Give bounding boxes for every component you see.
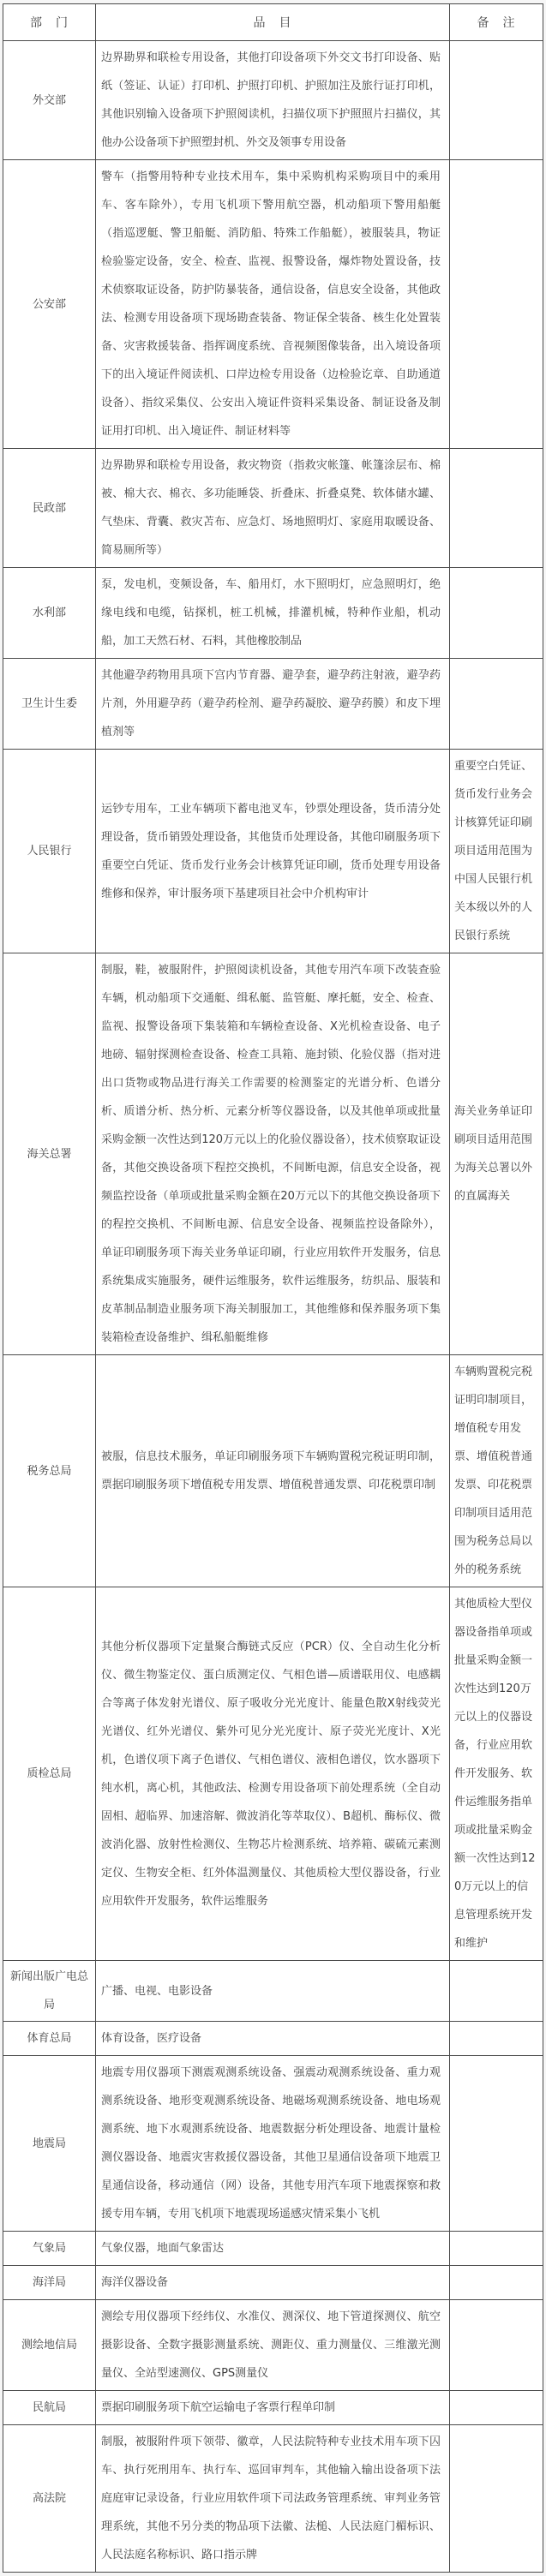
- cell-items: 制服，被服附件项下领带、徽章，人民法院特种专业技术用车项下囚车、执行死刑用车、执行车、巡回审判车，其他输入输出设备项下法庭庭审记录设备，行业应用软件项下司法政务管理系统、审判业务管理系统，其他不另分类的物品项下法徽、法槌、人民法庭门楣标识、人民法庭名称标识、路口指示牌: [96, 2425, 450, 2573]
- table-row: [3, 2266, 543, 2300]
- table-row: [3, 2056, 543, 2232]
- cell-department: 人民银行: [3, 750, 96, 953]
- cell-department: 气象局: [3, 2232, 96, 2266]
- procurement-table: [3, 3, 543, 2573]
- table-row: [3, 160, 543, 449]
- cell-items: 其他避孕药物用具项下宫内节育器、避孕套，避孕药注射液，避孕药片剂，外用避孕药（避孕药栓剂、避孕药凝胶、避孕药膜）和皮下埋植剂等: [96, 659, 450, 750]
- cell-items: 测绘专用仪器项下经纬仪、水准仪、测深仪、地下管道探测仪、航空摄影设备、全数字摄影测量系统、测距仪、重力测量仪、三维激光测量仪、全站型速测仪、GPS测量仪: [96, 2300, 450, 2391]
- table-row: [3, 2425, 543, 2573]
- cell-department: 质检总局: [3, 1587, 96, 1961]
- cell-department: 民航局: [3, 2391, 96, 2425]
- table-row: [3, 2232, 543, 2266]
- cell-department: 海关总署: [3, 953, 96, 1355]
- table-row: [3, 953, 543, 1355]
- cell-items: 边界勘界和联检专用设备，救灾物资（指救灾帐篷、帐篷涂层布、棉被、棉大衣、棉衣、多功能睡袋、折叠床、折叠桌凳、软体储水罐、气垫床、背囊、救灾苫布、应急灯、场地照明灯、家庭用取暖设备、简易厕所等）: [96, 449, 450, 568]
- cell-note: [450, 2300, 543, 2391]
- cell-items: 其他分析仪器项下定量聚合酶链式反应（PCR）仪、全自动生化分析仪、微生物鉴定仪、蛋白质测定仪、气相色谱—质谱联用仪、电感耦合等离子体发射光谱仪、原子吸收分光光度计、能量色散X射线荧光光谱仪、红外光谱仪、紫外可见分光光度计、原子荧光光度计、X光机，色谱仪项下离子色谱仪、气相色谱仪、液相色谱仪，饮水器项下纯水机，离心机，其他政法、检测专用设备项下前处理系统（全自动固相、超临界、加速溶解、微波消化等萃取仪）、B超机、酶标仪、微波消化器、放射性检测仪、生物芯片检测系统、培养箱、碳硫元素测定仪、生物安全柜、红外体温测量仪、其他质检大型仪器设备，行业应用软件开发服务，软件运维服务: [96, 1587, 450, 1961]
- cell-department: 水利部: [3, 568, 96, 659]
- cell-department: 测绘地信局: [3, 2300, 96, 2391]
- cell-note: [450, 2391, 543, 2425]
- cell-note: 车辆购置税完税证明印制项目，增值税专用发票、增值税普通发票、印花税票印制项目适用范围为税务总局以外的税务系统: [450, 1355, 543, 1587]
- table-row: [3, 449, 543, 568]
- cell-note: 重要空白凭证、货币发行业务会计核算凭证印刷项目适用范围为中国人民银行机关本级以外的人民银行系统: [450, 750, 543, 953]
- cell-department: 卫生计生委: [3, 659, 96, 750]
- cell-items: 泵，发电机，变频设备，车、船用灯，水下照明灯，应急照明灯，绝缘电线和电缆，钻探机，桩工机械，排灌机械，特种作业船，机动船，加工天然石材、石料，其他橡胶制品: [96, 568, 450, 659]
- cell-department: 高法院: [3, 2425, 96, 2573]
- cell-items: 广播、电视、电影设备: [96, 1961, 450, 2022]
- cell-items: 体育设备，医疗设备: [96, 2022, 450, 2056]
- cell-note: [450, 659, 543, 750]
- cell-note: 其他质检大型仪器设备指单项或批量采购金额一次性达到120万元以上的仪器设备，行业应用软件开发服务、软件运维服务指单项或批量采购金额一次性达到120万元以上的信息管理系统开发和维护: [450, 1587, 543, 1961]
- header-items: 品 目: [96, 4, 450, 41]
- table-row: [3, 750, 543, 953]
- cell-items: 边界勘界和联检专用设备，其他打印设备项下外交文书打印设备、贴纸（签证、认证）打印机、护照打印机、护照加注及旅行证打印机，其他识别输入设备项下护照阅读机，扫描仪项下护照照片扫描仪，其他办公设备项下护照塑封机、外交及领事专用设备: [96, 41, 450, 160]
- cell-items: 被服，信息技术服务，单证印刷服务项下车辆购置税完税证明印制，票据印刷服务项下增值税专用发票、增值税普通发票、印花税票印制: [96, 1355, 450, 1587]
- cell-department: 外交部: [3, 41, 96, 160]
- cell-department: 公安部: [3, 160, 96, 449]
- cell-department: 海洋局: [3, 2266, 96, 2300]
- cell-note: [450, 2056, 543, 2232]
- cell-note: [450, 2022, 543, 2056]
- header-department: 部 门: [3, 4, 96, 41]
- cell-items: 运钞专用车，工业车辆项下蓄电池叉车，钞票处理设备，货币清分处理设备，货币销毁处理设备，其他货币处理设备，其他印刷服务项下重要空白凭证、货币发行业务会计核算凭证印刷，货币处理专用设备维修和保养，审计服务项下基建项目社会中介机构审计: [96, 750, 450, 953]
- cell-items: 气象仪器，地面气象雷达: [96, 2232, 450, 2266]
- header-row: [3, 4, 543, 41]
- cell-note: 海关业务单证印刷项目适用范围为海关总署以外的直属海关: [450, 953, 543, 1355]
- table-row: [3, 2022, 543, 2056]
- cell-items: 地震专用仪器项下测震观测系统设备、强震动观测系统设备、重力观测系统设备、地形变观测系统设备、地磁场观测系统设备、地电场观测系统、地下水观测系统设备、地震数据分析处理设备、地震计量检测仪器设备、地震灾害救援仪器设备，其他卫星通信设备项下地震卫星通信设备，移动通信（网）设备，其他专用汽车项下地震探察和救援专用车辆，专用飞机项下地震现场遥感灾情采集小飞机: [96, 2056, 450, 2232]
- cell-department: 民政部: [3, 449, 96, 568]
- table-row: [3, 1961, 543, 2022]
- table-row: [3, 1355, 543, 1587]
- header-note: 备 注: [450, 4, 543, 41]
- cell-note: [450, 2425, 543, 2573]
- cell-items: 票据印刷服务项下航空运输电子客票行程单印制: [96, 2391, 450, 2425]
- cell-department: 新闻出版广电总局: [3, 1961, 96, 2022]
- table-row: [3, 659, 543, 750]
- cell-note: [450, 1961, 543, 2022]
- table-row: [3, 1587, 543, 1961]
- cell-note: [450, 568, 543, 659]
- cell-department: 地震局: [3, 2056, 96, 2232]
- table-body: [3, 41, 543, 2573]
- cell-items: 警车（指警用特种专业技术用车，集中采购机构采购项目中的乘用车、客车除外），专用飞机项下警用航空器，机动船项下警用船艇（指巡逻艇、警卫船艇、消防船、特殊工作船艇），被服装具，物证检验鉴定设备，安全、检查、监视、报警设备，爆炸物处置设备，技术侦察取证设备，防护防暴装备，通信设备，信息安全设备，其他政法、检测专用设备项下现场勘查装备、物证保全装备、核生化处置装备、灾害救援装备、指挥调度系统、音视频图像装备，出入境设备项下的出入境证件阅读机、口岸边检专用设备（边检验讫章、自助通道设备）、指纹采集仪、公安出入境证件资料采集设备、制证设备及制证用打印机、出入境证件、制证材料等: [96, 160, 450, 449]
- cell-note: [450, 2266, 543, 2300]
- table-row: [3, 2300, 543, 2391]
- cell-note: [450, 2232, 543, 2266]
- cell-department: 体育总局: [3, 2022, 96, 2056]
- cell-items: 制服，鞋，被服附件，护照阅读机设备，其他专用汽车项下改装查验车辆，机动船项下交通艇、缉私艇、监管艇、摩托艇，安全、检查、监视、报警设备项下集装箱和车辆检查设备、X光机检查设备、电子地磅、辐射探测检查设备、检查工具箱、施封锁、化验仪器（指对进出口货物或物品进行海关工作需要的检测鉴定的光谱分析、色谱分析、质谱分析、热分析、元素分析等仪器设备，以及其他单项或批量采购金额一次性达到120万元以上的化验仪器设备），技术侦察取证设备，其他交换设备项下程控交换机，不间断电源，信息安全设备，视频监控设备（单项或批量采购金额在20万元以下的其他交换设备项下的程控交换机、不间断电源、信息安全设备、视频监控设备除外），单证印刷服务项下海关业务单证印刷，行业应用软件开发服务，信息系统集成实施服务，硬件运维服务，软件运维服务，纺织品、服装和皮革制品制造业服务项下海关制服加工，其他维修和保养服务项下集装箱检查设备维护、缉私船艇维修: [96, 953, 450, 1355]
- table-row: [3, 2391, 543, 2425]
- cell-note: [450, 449, 543, 568]
- table-row: [3, 41, 543, 160]
- table-row: [3, 568, 543, 659]
- cell-note: [450, 41, 543, 160]
- cell-note: [450, 160, 543, 449]
- cell-department: 税务总局: [3, 1355, 96, 1587]
- cell-items: 海洋仪器设备: [96, 2266, 450, 2300]
